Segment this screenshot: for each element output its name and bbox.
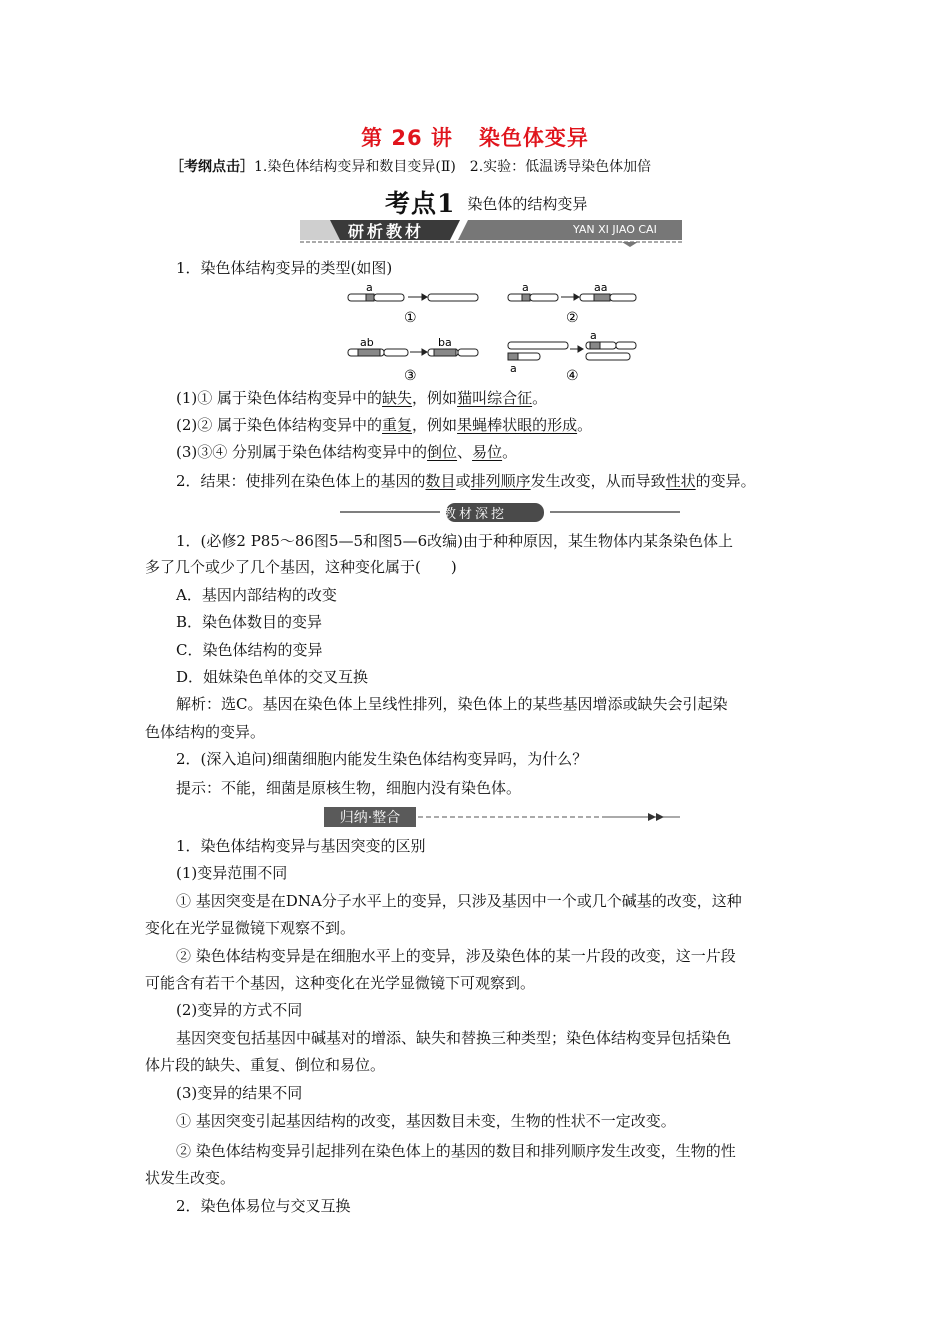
lecture-number: 第 26 讲 [361,126,453,150]
answer-blank: 数目 [425,472,456,490]
gene-label-ba: ba [438,336,452,349]
summary-heading: 2．染色体易位与交叉互换 [176,1197,351,1215]
list-item: (1)① 属于染色体结构变异中的缺失，例如猫叫综合征。 [176,389,548,407]
option-d: D．姐妹染色单体的交叉互换 [176,668,369,686]
summary-point: (2)变异的方式不同 [176,1001,303,1019]
summary-text: ② 染色体结构变异引起排列在染色体上的基因的数目和排列顺序发生改变，生物的性 [176,1142,736,1160]
answer-blank: 性状 [665,472,696,490]
answer-blank: 果蝇棒状眼的形成 [457,416,578,434]
option-a: A．基因内部结构的改变 [176,586,337,604]
section-heading [385,184,587,220]
summary-text: ① 基因突变引起基因结构的改变，基因数目未变，生物的性状不一定改变。 [176,1112,676,1130]
answer-blank: 重复 [382,416,413,434]
answer-blank: 易位 [472,443,503,461]
answer-blank: 猫叫综合征 [457,389,533,407]
lecture-topic: 染色体变异 [478,126,589,150]
syllabus-text: 1.染色体结构变异和数目变异(Ⅱ) 2.实验：低温诱导染色体加倍 [254,159,652,175]
gene-label-a4: a [590,329,597,342]
fig-label-1: ① [404,310,417,326]
kaodian-number: 1 [437,189,456,218]
summary-text: 变化在光学显微镜下观察不到。 [145,919,356,937]
summary-point: (3)变异的结果不同 [176,1084,303,1102]
summary-text: 状发生改变。 [145,1169,236,1187]
question-line: 多了几个或少了几个基因，这种变化属于( ) [145,558,457,576]
hint-line: 提示：不能，细菌是原核生物，细胞内没有染色体。 [176,779,522,797]
list-item: (3)③④ 分别属于染色体结构变异中的倒位、易位。 [176,443,518,461]
deep-banner-title: 教材深挖 [442,507,507,522]
gene-label-ab: ab [360,336,374,349]
list-item: (2)② 属于染色体结构变异中的重复，例如果蝇棒状眼的形成。 [176,416,593,434]
question-line: 1．(必修2 P85～86图5—5和图5—6改编)由于种种原因，某生物体内某条染色体上 [176,532,734,550]
gene-label-a2: a [522,282,529,294]
summary-text: ② 染色体结构变异是在细胞水平上的变异，涉及染色体的某一片段的改变，这一片段 [176,947,736,965]
answer-blank: 倒位 [427,443,458,461]
summary-text: 体片段的缺失、重复、倒位和易位。 [145,1056,386,1074]
kaodian-label: 考点 [385,189,438,218]
syllabus-line [170,156,651,176]
answer-blank: 缺失 [382,389,413,407]
option-b: B．染色体数目的变异 [176,613,323,631]
summary-point: (1)变异范围不同 [176,864,288,882]
summary-text: ① 基因突变是在DNA分子水平上的变异，只涉及基因中一个或几个碱基的改变，这种 [176,892,742,910]
fig-label-2: ② [566,310,579,326]
summary-heading: 1．染色体结构变异与基因突变的区别 [176,837,426,855]
syllabus-tag: ［考纲点击］ [170,159,254,175]
page-title [0,122,950,152]
summary-text: 可能含有若干个基因，这种变化在光学显微镜下可观察到。 [145,974,536,992]
banner-subtitle: YAN XI JIAO CAI [573,223,657,236]
option-c: C．染色体结构的变异 [176,641,323,659]
fig-label-4: ④ [566,368,579,384]
gene-label-a1: a [366,282,373,294]
answer-line: 色体结构的变异。 [145,723,266,741]
chromosome-figure [340,282,650,386]
subsection-heading: 1．染色体结构变异的类型(如图) [176,259,393,277]
answer-line: 解析：选C。基因在染色体上呈线性排列，染色体上的某些基因增添或缺失会引起染 [176,695,728,713]
banner-title: 研析教材 [348,222,425,241]
kaodian-topic: 染色体的结构变异 [467,195,588,213]
summary-banner-title: 归纳·整合 [339,810,401,826]
fig-label-3: ③ [404,368,417,384]
summary-text: 基因突变包括基因中碱基对的增添、缺失和替换三种类型；染色体结构变异包括染色 [176,1029,732,1047]
gene-label-aa: aa [594,282,608,294]
gene-label-a3: a [510,362,517,375]
result-line: 2．结果：使排列在染色体上的基因的数目或排列顺序发生改变，从而导致性状的变异。 [176,472,756,490]
answer-blank: 排列顺序 [470,472,531,490]
question-line: 2．(深入追问)细菌细胞内能发生染色体结构变异吗，为什么？ [176,750,588,768]
